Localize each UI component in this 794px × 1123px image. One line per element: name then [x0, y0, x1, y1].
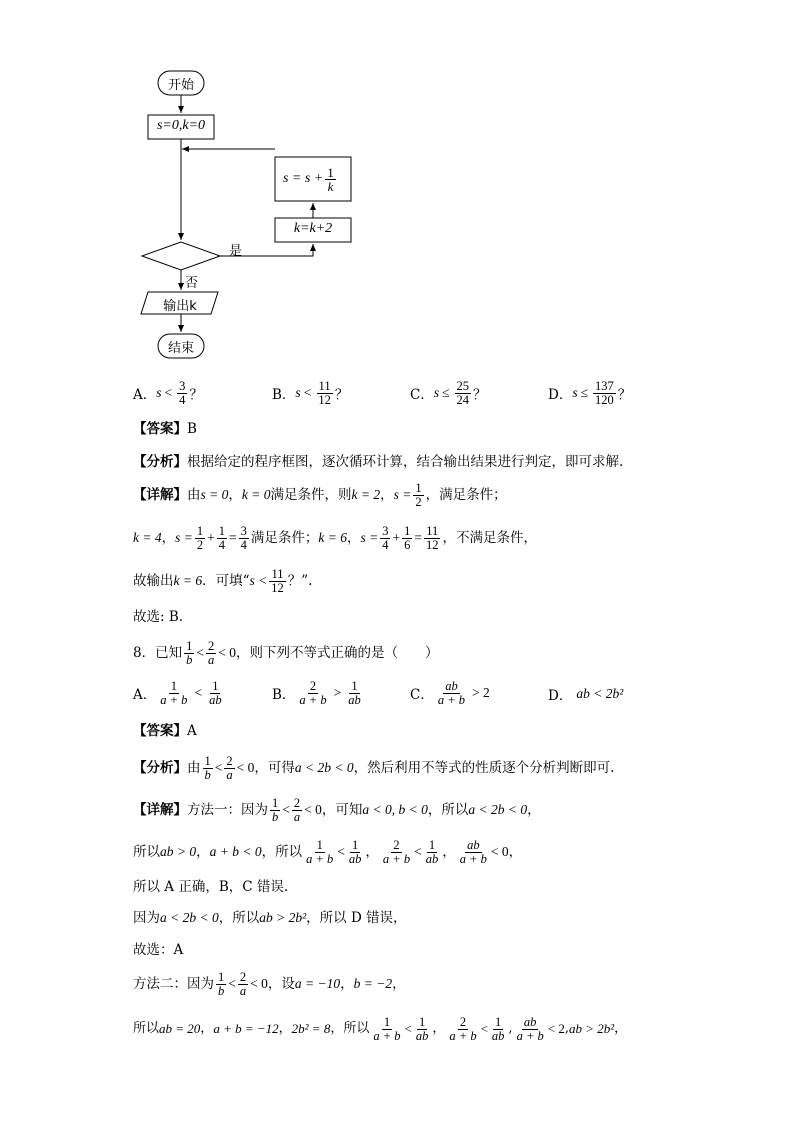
math-text: 3 — [179, 378, 186, 393]
fraction — [515, 1016, 546, 1043]
q8-option-d — [548, 684, 623, 704]
math-text: a + b — [160, 692, 188, 707]
math-text: a + b — [516, 1028, 544, 1043]
math-text: ，可得 — [254, 760, 295, 776]
math-text: 2 — [293, 795, 301, 810]
math-text: + — [392, 530, 401, 545]
fraction — [414, 1016, 431, 1043]
math-text: ， — [442, 844, 456, 860]
fraction — [490, 1016, 507, 1043]
math-text: ab — [425, 851, 439, 866]
math-text: ，不满足条件， — [442, 530, 537, 546]
q8-detail-5 — [133, 940, 183, 960]
math-text: ， — [527, 802, 541, 818]
fraction — [413, 482, 423, 509]
math-text: 4 — [240, 537, 247, 552]
math-text: 1 — [218, 969, 225, 984]
q7-option-d — [548, 378, 631, 408]
math-text: ， — [508, 844, 523, 860]
output-label: 输出k — [163, 299, 197, 314]
math-text: ， — [432, 1021, 446, 1036]
math-text: s = 0 — [200, 487, 229, 502]
math-text: 故输出 — [133, 573, 174, 589]
end-label: 结束 — [167, 341, 194, 356]
math-text: ， — [196, 844, 210, 860]
math-text: 满足条件； — [250, 530, 319, 546]
math-text: 2 — [207, 638, 215, 653]
math-text: 所以 — [133, 844, 160, 860]
math-text: s = — [393, 487, 412, 502]
math-text: 1 — [204, 753, 211, 768]
math-text: 故选：A — [133, 942, 184, 958]
math-text: ， — [200, 1021, 214, 1036]
math-text: ， — [346, 530, 361, 546]
math-text: 1 — [415, 480, 422, 495]
fraction — [381, 839, 412, 866]
math-text: k = 2 — [351, 487, 381, 502]
fraction — [269, 568, 286, 595]
math-text: ？ — [334, 387, 349, 403]
math-text: 2 — [415, 494, 422, 509]
math-text: ab > 0 — [160, 844, 197, 859]
math-text: s = — [175, 530, 193, 545]
frac-den: k — [327, 178, 334, 194]
math-text: 根据给定的程序框图，逐次循环计算，结合输出结果进行判定，即可求解. — [187, 454, 624, 470]
answer-tag: 【答案】 — [133, 421, 187, 437]
math-text: a < 2b < 0 — [294, 760, 354, 775]
math-text: D． — [548, 387, 573, 403]
math-text: a + b — [373, 1028, 401, 1043]
init-label: s=0,k=0 — [156, 118, 206, 133]
math-text: b = −2 — [353, 976, 393, 991]
q7-detail-3 — [133, 565, 312, 597]
math-text: 120 — [595, 392, 614, 407]
math-text: < 0 — [236, 760, 255, 775]
fraction — [239, 525, 249, 552]
q8-detail-2 — [133, 836, 522, 868]
fraction — [206, 640, 216, 667]
math-text: < — [164, 385, 173, 400]
math-text: 1 — [218, 523, 225, 538]
fraction — [458, 839, 489, 866]
detail-tag: 【详解】 — [133, 487, 187, 503]
update-k-label: k=k+2 — [293, 221, 333, 236]
math-text: 所以 A 正确，B，C 错误. — [133, 879, 289, 895]
math-text: 1 — [383, 1014, 391, 1029]
math-text: s — [433, 385, 440, 400]
math-text: ， — [365, 844, 379, 860]
math-text: < — [337, 844, 345, 859]
math-text: ， — [380, 487, 394, 503]
math-text: < — [214, 760, 223, 775]
math-text: a + b — [306, 851, 334, 866]
math-text: , — [564, 1021, 569, 1036]
math-text: B． — [272, 687, 296, 703]
math-text: < — [228, 976, 236, 991]
math-text: ？ — [617, 387, 632, 403]
q8-option-b — [272, 678, 365, 708]
math-text: C． — [410, 387, 434, 403]
q7-option-a — [133, 378, 203, 408]
fraction — [224, 755, 234, 782]
math-text: 【分析】 — [133, 760, 187, 776]
math-text: ， — [228, 487, 242, 503]
math-text: a + b — [437, 692, 466, 707]
math-text: 11 — [271, 566, 284, 581]
math-text: a + b — [299, 692, 327, 707]
fraction — [455, 380, 472, 407]
fraction — [316, 380, 333, 407]
math-text: < 0 — [218, 645, 236, 660]
math-text: k = 4 — [133, 530, 162, 545]
math-text: ，所以 D 错误， — [306, 910, 407, 926]
math-text: ab — [491, 1028, 505, 1043]
fraction — [177, 380, 187, 407]
math-text: 2b² = 8 — [291, 1021, 331, 1036]
math-text: b — [218, 983, 225, 998]
math-text: ≤ — [580, 385, 589, 400]
flowchart — [0, 0, 794, 370]
fraction — [270, 797, 280, 824]
math-text: ，所以 — [261, 844, 303, 860]
math-text: 方法二：因为 — [133, 976, 214, 992]
math-text: 2 — [459, 1014, 467, 1029]
math-text: ，满足条件； — [425, 487, 507, 503]
math-text: k = 6 — [318, 530, 347, 545]
fraction — [217, 525, 227, 552]
q8-analysis — [133, 752, 614, 784]
math-text: ab — [467, 837, 480, 852]
fraction — [593, 380, 616, 407]
fraction — [447, 1016, 478, 1043]
math-text: 2 — [309, 678, 317, 693]
math-text: ab — [415, 1028, 429, 1043]
math-text: a = −10 — [294, 976, 341, 991]
q7-detail-2 — [133, 522, 537, 554]
math-text: ab — [348, 851, 362, 866]
math-text: , — [508, 1021, 513, 1036]
fraction — [158, 680, 189, 707]
math-text: 1 — [212, 678, 219, 693]
math-text: ， — [392, 976, 406, 992]
fraction — [203, 755, 213, 782]
q7-answer — [133, 419, 197, 439]
math-text: a + b — [382, 851, 411, 866]
math-text: B — [187, 421, 197, 437]
math-text: ab — [523, 1014, 537, 1029]
math-text: ，则下列不等式正确的是（ ） — [235, 645, 439, 661]
fraction — [424, 525, 441, 552]
math-text: ， — [614, 1021, 628, 1036]
math-text: < — [480, 1021, 488, 1036]
fraction — [346, 680, 363, 707]
math-text: ab — [348, 692, 361, 707]
math-text: = — [414, 530, 422, 545]
q8-detail-7 — [133, 1012, 627, 1046]
math-text: a + b < 0 — [209, 844, 262, 859]
fraction — [184, 640, 194, 667]
fraction — [371, 1016, 402, 1043]
math-text: s — [156, 385, 162, 400]
math-text: a < 2b < 0 — [160, 910, 219, 925]
fraction — [304, 839, 335, 866]
decision-diamond — [142, 242, 220, 270]
math-text: D． — [548, 688, 573, 704]
q7-analysis — [133, 452, 623, 472]
fraction — [402, 525, 412, 552]
math-text: < 0 — [250, 976, 268, 991]
math-text: 6 — [404, 537, 411, 552]
math-text: 1 — [316, 837, 323, 852]
math-text: k = 6 — [173, 573, 203, 588]
math-text: 137 — [595, 378, 614, 393]
math-text: = — [228, 530, 237, 545]
fraction — [238, 971, 248, 998]
math-text: 12 — [318, 392, 331, 407]
math-text: ab — [445, 678, 458, 693]
math-text: 因为 — [133, 910, 160, 926]
math-text: ，所以 — [218, 910, 260, 926]
math-text: ab > 2b² — [259, 910, 307, 925]
math-text: < — [404, 1021, 412, 1036]
math-text: 满足条件，则 — [270, 487, 352, 503]
q7-option-b — [272, 378, 348, 408]
math-text: ≤ — [442, 385, 450, 400]
math-text: a — [207, 652, 215, 667]
math-text: ， — [161, 530, 176, 546]
math-text: 1 — [272, 795, 279, 810]
math-text: < 0 — [304, 802, 322, 817]
fraction — [195, 525, 205, 552]
math-text: 4 — [218, 537, 225, 552]
math-text: b — [204, 767, 211, 782]
q7-option-c — [410, 378, 487, 408]
math-text: a — [239, 983, 247, 998]
math-text: 2 — [226, 753, 233, 768]
math-text: a + b — [449, 1028, 477, 1043]
q8-option-a — [133, 678, 226, 708]
q8-stem — [133, 637, 438, 669]
fraction — [424, 839, 441, 866]
math-text: 11 — [426, 523, 439, 538]
q8-detail-3 — [133, 877, 288, 897]
math-text: a + b — [459, 851, 487, 866]
math-text: + — [207, 530, 215, 545]
q8-detail-4 — [133, 908, 407, 928]
math-text: 故选: B. — [133, 609, 184, 625]
q8-answer — [133, 721, 197, 741]
math-text: 【详解】 — [133, 802, 187, 818]
math-text: < — [194, 685, 203, 700]
math-text: < — [282, 802, 290, 817]
math-text: A． — [133, 687, 157, 703]
math-text: a — [293, 809, 301, 824]
math-text: 2 — [393, 837, 400, 852]
math-text: 24 — [456, 392, 470, 407]
math-text: b — [272, 809, 279, 824]
no-label: 否 — [185, 276, 199, 291]
start-label: 开始 — [167, 78, 194, 93]
math-text: < — [414, 844, 422, 859]
math-text: 2 — [239, 969, 247, 984]
update-s-left: s = s + — [283, 171, 324, 186]
update-s-fraction — [325, 166, 336, 193]
math-text: 4 — [382, 537, 389, 552]
math-text: s < — [249, 573, 268, 588]
math-text: a < 2b < 0 — [468, 802, 528, 817]
math-text: 【答案】 — [133, 723, 187, 739]
math-text: A — [187, 723, 197, 739]
fraction — [347, 839, 364, 866]
fraction — [207, 680, 224, 707]
math-text: ？”. — [287, 573, 313, 589]
math-text: 1 — [352, 837, 359, 852]
math-text: 1 — [495, 1014, 502, 1029]
math-text: ab < 2b² — [576, 686, 624, 701]
math-text: ？ — [473, 387, 487, 403]
math-text: ，所以 — [427, 802, 469, 818]
math-text: > — [333, 685, 342, 700]
math-text: < 0 — [490, 844, 509, 859]
math-text: s — [295, 385, 301, 400]
math-text: a + b = −12 — [213, 1021, 279, 1036]
math-text: s = — [360, 530, 379, 545]
fraction — [436, 680, 467, 707]
math-text: 8．已知 — [133, 645, 183, 661]
math-text: ab — [209, 692, 222, 707]
math-text: < 2 — [547, 1021, 565, 1036]
q7-detail-1 — [133, 480, 507, 510]
math-text: 由 — [187, 760, 201, 776]
math-text: ？ — [189, 387, 203, 403]
math-text: > 2 — [472, 685, 490, 700]
frac-num: 1 — [327, 164, 334, 180]
fraction — [292, 797, 302, 824]
math-text: ，可知 — [321, 802, 363, 818]
math-text: 12 — [271, 580, 284, 595]
math-text: k = 0 — [241, 487, 271, 502]
math-text: 1 — [186, 638, 193, 653]
math-text: < — [196, 645, 204, 660]
fraction — [216, 971, 226, 998]
q8-detail-1 — [133, 794, 541, 826]
math-text: 1 — [428, 837, 436, 852]
math-text: 1 — [196, 523, 204, 538]
fraction — [380, 525, 390, 552]
math-text: 4 — [179, 392, 186, 407]
math-text: ，设 — [267, 976, 295, 992]
fraction — [297, 680, 328, 707]
math-text: C． — [410, 687, 434, 703]
math-text: 11 — [318, 378, 331, 393]
math-text: A． — [133, 387, 157, 403]
math-text: a — [226, 767, 233, 782]
math-text: < — [303, 385, 312, 400]
analysis-tag: 【分析】 — [133, 454, 187, 470]
math-text: ，所以 — [330, 1021, 370, 1036]
math-text: 12 — [425, 537, 439, 552]
math-text: 由 — [187, 487, 201, 503]
math-text: ab > 2b² — [568, 1021, 615, 1036]
math-text: 1 — [404, 523, 411, 538]
math-text: ab = 20 — [159, 1021, 201, 1036]
math-text: a < 0, b < 0 — [362, 802, 428, 817]
math-text: 1 — [351, 678, 358, 693]
math-text: s — [572, 385, 578, 400]
math-text: ．可填“ — [202, 573, 250, 589]
math-text: B． — [272, 387, 296, 403]
math-text: 1 — [419, 1014, 426, 1029]
math-text: 2 — [196, 537, 204, 552]
yes-label: 是 — [229, 244, 243, 259]
q8-detail-6 — [133, 968, 406, 1000]
math-text: 方法一：因为 — [187, 802, 268, 818]
q8-option-c — [410, 678, 493, 708]
math-text: ，然后利用不等式的性质逐个分析判断即可. — [353, 760, 615, 776]
math-text: 25 — [456, 378, 470, 393]
math-text: 3 — [240, 523, 247, 538]
math-text: 3 — [382, 523, 389, 538]
math-text: 1 — [170, 678, 177, 693]
math-text: ， — [278, 1021, 292, 1036]
math-text: ， — [340, 976, 354, 992]
q7-choose — [133, 607, 183, 627]
update-s-label — [283, 160, 338, 198]
math-text: b — [186, 652, 193, 667]
math-text: 所以 — [133, 1021, 160, 1036]
